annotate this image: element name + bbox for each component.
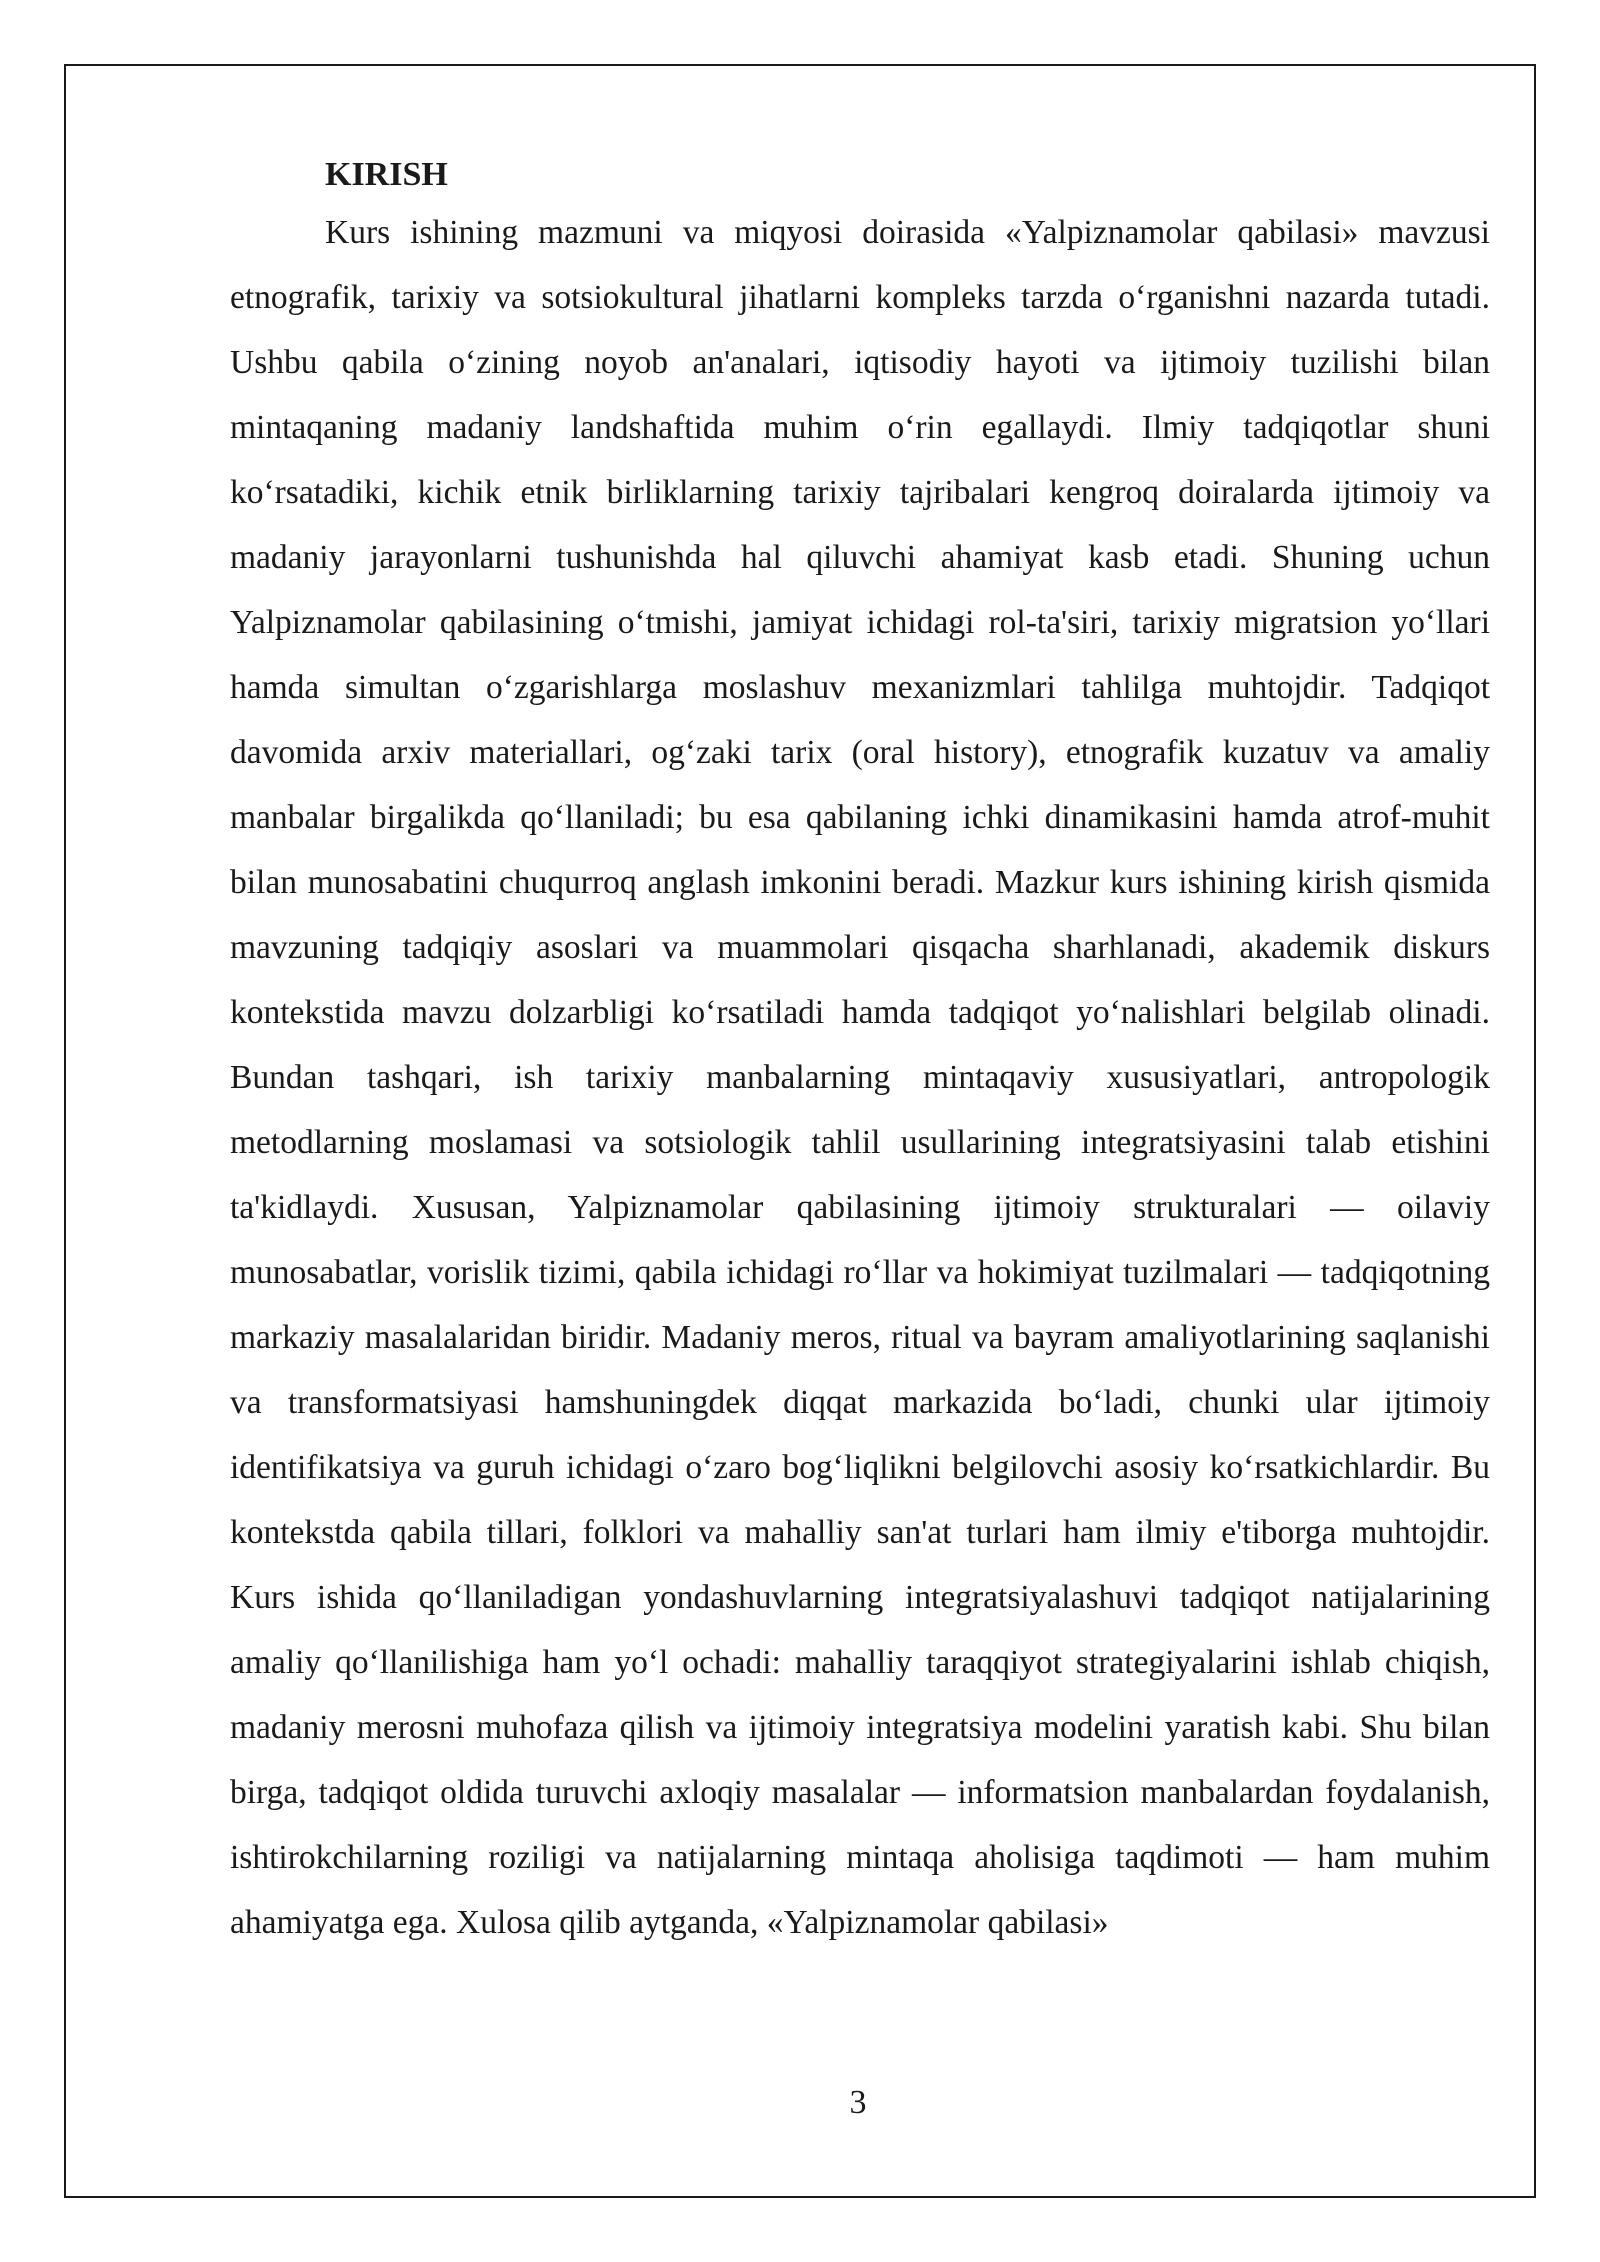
page-number: 3 (849, 2084, 867, 2121)
section-heading: KIRISH (325, 156, 448, 193)
page-content (230, 150, 1490, 1955)
body-paragraph: Kurs ishining mazmuni va miqyosi doirasida «Yalpiznamolar qabilasi» mavzusi etnografik, tarixiy va sotsiokultural jihatlarni kompleks tarzda oʻrganishni nazarda tutadi. Ushbu qabila oʻzining noyob an'analari, iqtisodiy hayoti va ijtimoiy tuzilishi bilan mintaqaning madaniy landshaftida muhim oʻrin egallaydi. Ilmiy tadqiqotlar shuni koʻrsatadiki, kichik etnik birliklarning tarixiy tajribalari kengroq doiralarda ijtimoiy va madaniy jarayonlarni tushunishda hal qiluvchi ahamiyat kasb etadi. Shuning uchun Yalpiznamolar qabilasining oʻtmishi, jamiyat ichidagi rol-ta'siri, tarixiy migratsion yoʻllari hamda simultan oʻzgarishlarga moslashuv mexanizmlari tahlilga muhtojdir. Tadqiqot davomida arxiv materiallari, ogʻzaki tarix (oral history), etnografik kuzatuv va amaliy manbalar birgalikda qoʻllaniladi; bu esa qabilaning ichki dinamikasini hamda atrof-muhit bilan munosabatini chuqurroq anglash imkonini beradi. Mazkur kurs ishining kirish qismida mavzuning tadqiqiy asoslari va muammolari qisqacha sharhlanadi, akademik diskurs kontekstida mavzu dolzarbligi koʻrsatiladi hamda tadqiqot yoʻnalishlari belgilab olinadi. Bundan tashqari, ish tarixiy manbalarning mintaqaviy xususiyatlari, antropologik metodlarning moslamasi va sotsiologik tahlil usullarining integratsiyasini talab etishini ta'kidlaydi. Xususan, Yalpiznamolar qabilasining ijtimoiy strukturalari — oilaviy munosabatlar, vorislik tizimi, qabila ichidagi roʻllar va hokimiyat tuzilmalari — tadqiqotning markaziy masalalaridan biridir. Madaniy meros, ritual va bayram amaliyotlarining saqlanishi va transformatsiyasi hamshuningdek diqqat markazida boʻladi, chunki ular ijtimoiy identifikatsiya va guruh ichidagi oʻzaro bogʻliqlikni belgilovchi asosiy koʻrsatkichlardir. Bu kontekstda qabila tillari, folklori va mahalliy san'at turlari ham ilmiy e'tiborga muhtojdir. Kurs ishida qoʻllaniladigan yondashuvlarning integratsiyalashuvi tadqiqot natijalarining amaliy qoʻllanilishiga ham yoʻl ochadi: mahalliy taraqqiyot strategiyalarini ishlab chiqish, madaniy merosni muhofaza qilish va ijtimoiy integratsiya modelini yaratish kabi. Shu bilan birga, tadqiqot oldida turuvchi axloqiy masalalar — informatsion manbalardan foydalanish, ishtirokchilarning roziligi va natijalarning mintaqa aholisiga taqdimoti — ham muhim ahamiyatga ega. Xulosa qilib aytganda, «Yalpiznamolar qabilasi» (230, 214, 1490, 1941)
